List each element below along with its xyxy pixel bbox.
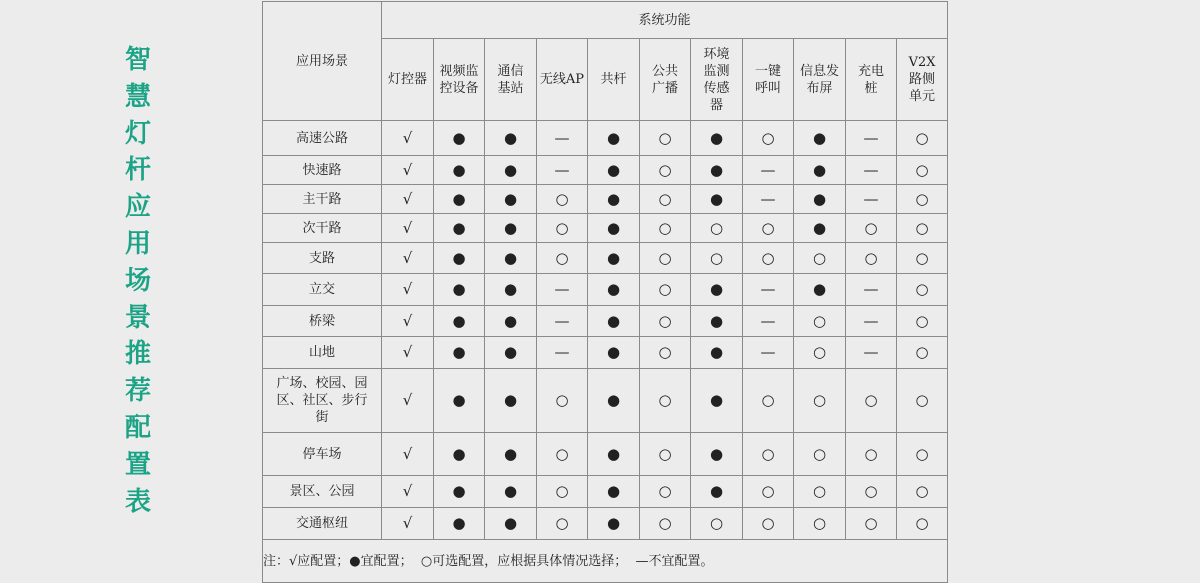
config-cell: ●	[588, 337, 640, 369]
config-cell: —	[537, 337, 588, 369]
config-cell: ●	[794, 214, 846, 243]
table-row	[263, 337, 948, 369]
column-header: 共杆	[588, 39, 640, 121]
column-header: 信息发 布屏	[794, 39, 846, 121]
config-cell: ●	[691, 185, 743, 214]
config-cell: ○	[537, 508, 588, 540]
config-cell: √	[382, 476, 434, 508]
config-cell: √	[382, 156, 434, 185]
column-header: 灯控器	[382, 39, 434, 121]
config-cell: —	[743, 337, 794, 369]
config-cell: ○	[846, 369, 897, 433]
config-cell: ○	[537, 433, 588, 476]
config-cell: ●	[434, 121, 485, 156]
config-cell: ●	[434, 274, 485, 306]
config-cell: ●	[588, 121, 640, 156]
config-cell: —	[846, 156, 897, 185]
table-row	[263, 476, 948, 508]
config-cell: ●	[588, 214, 640, 243]
config-cell: —	[743, 274, 794, 306]
table-row	[263, 243, 948, 274]
config-cell: ●	[485, 214, 537, 243]
scene-cell: 立交	[263, 274, 382, 306]
config-cell: ○	[640, 369, 691, 433]
scene-cell: 桥梁	[263, 306, 382, 337]
config-cell: ○	[537, 369, 588, 433]
config-cell: √	[382, 274, 434, 306]
config-cell: ○	[691, 508, 743, 540]
config-cell: ○	[537, 214, 588, 243]
table-row	[263, 214, 948, 243]
config-cell: ○	[537, 476, 588, 508]
config-cell: ●	[434, 306, 485, 337]
config-cell: ●	[691, 337, 743, 369]
config-cell: ○	[743, 476, 794, 508]
config-cell: ●	[485, 243, 537, 274]
config-cell: ○	[640, 274, 691, 306]
config-cell: ●	[691, 369, 743, 433]
config-cell: ●	[691, 433, 743, 476]
config-cell: √	[382, 214, 434, 243]
config-cell: ○	[640, 185, 691, 214]
config-cell: ○	[897, 508, 948, 540]
config-cell: ○	[640, 337, 691, 369]
config-cell: ○	[897, 337, 948, 369]
scene-cell: 交通枢纽	[263, 508, 382, 540]
config-cell: ●	[588, 156, 640, 185]
config-cell: ●	[485, 121, 537, 156]
config-cell: ●	[485, 508, 537, 540]
config-cell: ●	[485, 156, 537, 185]
config-cell: ○	[897, 214, 948, 243]
config-cell: ●	[588, 508, 640, 540]
config-cell: ●	[434, 185, 485, 214]
scene-cell: 快速路	[263, 156, 382, 185]
table-row	[263, 433, 948, 476]
scene-cell: 广场、校园、园 区、社区、步行 街	[263, 369, 382, 433]
table-row	[263, 274, 948, 306]
config-cell: ●	[485, 306, 537, 337]
config-cell: √	[382, 121, 434, 156]
config-cell: ○	[640, 214, 691, 243]
config-cell: ●	[434, 214, 485, 243]
config-cell: ●	[691, 274, 743, 306]
group-header: 系统功能	[382, 2, 948, 39]
config-cell: ○	[897, 274, 948, 306]
table-row	[263, 306, 948, 337]
config-cell: ○	[743, 214, 794, 243]
config-cell: ●	[485, 185, 537, 214]
column-header: 公共 广播	[640, 39, 691, 121]
config-cell: √	[382, 306, 434, 337]
config-cell: ○	[794, 433, 846, 476]
config-cell: ●	[434, 337, 485, 369]
config-cell: ●	[485, 274, 537, 306]
legend-note: 注：√应配置；●宜配置； ○可选配置，应根据具体情况选择； —不宜配置。	[263, 540, 948, 583]
page-title: 智 慧 灯 杆 应 用 场 景 推 荐 配 置 表	[124, 45, 151, 517]
column-header: 充电 桩	[846, 39, 897, 121]
scene-cell: 支路	[263, 243, 382, 274]
config-cell: ●	[588, 243, 640, 274]
config-cell: ●	[434, 156, 485, 185]
config-cell: ○	[897, 306, 948, 337]
scene-cell: 景区、公园	[263, 476, 382, 508]
config-cell: ○	[897, 121, 948, 156]
config-cell: ○	[640, 476, 691, 508]
config-cell: √	[382, 433, 434, 476]
config-cell: —	[743, 156, 794, 185]
config-cell: ○	[897, 369, 948, 433]
config-cell: ○	[743, 508, 794, 540]
table-row	[263, 508, 948, 540]
config-cell: —	[537, 121, 588, 156]
config-cell: —	[537, 274, 588, 306]
config-cell: ○	[691, 214, 743, 243]
config-cell: ●	[588, 185, 640, 214]
table-row	[263, 156, 948, 185]
config-cell: ●	[794, 121, 846, 156]
config-cell: ●	[691, 156, 743, 185]
config-cell: ●	[691, 306, 743, 337]
config-cell: ○	[794, 306, 846, 337]
scene-cell: 高速公路	[263, 121, 382, 156]
config-cell: ○	[640, 243, 691, 274]
config-cell: ●	[691, 476, 743, 508]
config-cell: —	[743, 185, 794, 214]
config-cell: ●	[434, 369, 485, 433]
config-cell: ○	[794, 337, 846, 369]
config-cell: ●	[794, 156, 846, 185]
config-cell: ○	[794, 476, 846, 508]
config-cell: ○	[794, 243, 846, 274]
config-cell: ●	[794, 274, 846, 306]
config-cell: √	[382, 243, 434, 274]
config-table	[262, 1, 948, 583]
scene-cell: 主干路	[263, 185, 382, 214]
config-cell: ○	[794, 508, 846, 540]
config-cell: ○	[743, 369, 794, 433]
config-cell: ○	[743, 121, 794, 156]
config-cell: —	[743, 306, 794, 337]
config-cell: √	[382, 185, 434, 214]
config-cell: ○	[846, 243, 897, 274]
config-cell: ○	[897, 433, 948, 476]
table-row	[263, 185, 948, 214]
config-cell: ○	[846, 214, 897, 243]
config-cell: ●	[434, 243, 485, 274]
config-cell: —	[846, 121, 897, 156]
scene-header: 应用场景	[263, 2, 382, 121]
config-cell: ○	[897, 476, 948, 508]
config-cell: ●	[434, 476, 485, 508]
config-cell: ●	[485, 433, 537, 476]
config-cell: ○	[537, 185, 588, 214]
config-cell: √	[382, 508, 434, 540]
table-body	[263, 121, 948, 540]
config-cell: —	[846, 274, 897, 306]
config-cell: ○	[743, 433, 794, 476]
config-cell: ○	[743, 243, 794, 274]
column-header: 通信 基站	[485, 39, 537, 121]
scene-cell: 山地	[263, 337, 382, 369]
config-cell: √	[382, 337, 434, 369]
config-cell: √	[382, 369, 434, 433]
config-cell: ○	[897, 156, 948, 185]
column-header: 一键 呼叫	[743, 39, 794, 121]
scene-cell: 次干路	[263, 214, 382, 243]
config-cell: ●	[588, 433, 640, 476]
scene-cell: 停车场	[263, 433, 382, 476]
config-cell: ●	[485, 369, 537, 433]
config-cell: ●	[434, 433, 485, 476]
config-cell: —	[846, 185, 897, 214]
config-cell: ●	[485, 476, 537, 508]
config-cell: ●	[485, 337, 537, 369]
config-cell: ○	[640, 306, 691, 337]
config-cell: ○	[846, 476, 897, 508]
config-cell: ○	[640, 433, 691, 476]
config-cell: ○	[537, 243, 588, 274]
config-cell: ●	[588, 306, 640, 337]
config-cell: ○	[897, 185, 948, 214]
config-cell: ●	[588, 369, 640, 433]
config-cell: ○	[794, 369, 846, 433]
config-cell: ○	[691, 243, 743, 274]
config-cell: ●	[691, 121, 743, 156]
config-cell: ○	[846, 433, 897, 476]
config-cell: ○	[846, 508, 897, 540]
config-cell: ○	[640, 508, 691, 540]
config-cell: —	[537, 156, 588, 185]
config-cell: ○	[897, 243, 948, 274]
column-header: 视频监 控设备	[434, 39, 485, 121]
config-cell: ●	[794, 185, 846, 214]
table-row	[263, 369, 948, 433]
config-cell: ●	[434, 508, 485, 540]
column-header: V2X 路侧 单元	[897, 39, 948, 121]
column-header: 环境 监测 传感 器	[691, 39, 743, 121]
column-header: 无线AP	[537, 39, 588, 121]
config-cell: ●	[588, 476, 640, 508]
config-cell: —	[846, 306, 897, 337]
table-row	[263, 121, 948, 156]
config-cell: ○	[640, 121, 691, 156]
config-cell: ●	[588, 274, 640, 306]
config-cell: —	[846, 337, 897, 369]
config-cell: —	[537, 306, 588, 337]
config-cell: ○	[640, 156, 691, 185]
